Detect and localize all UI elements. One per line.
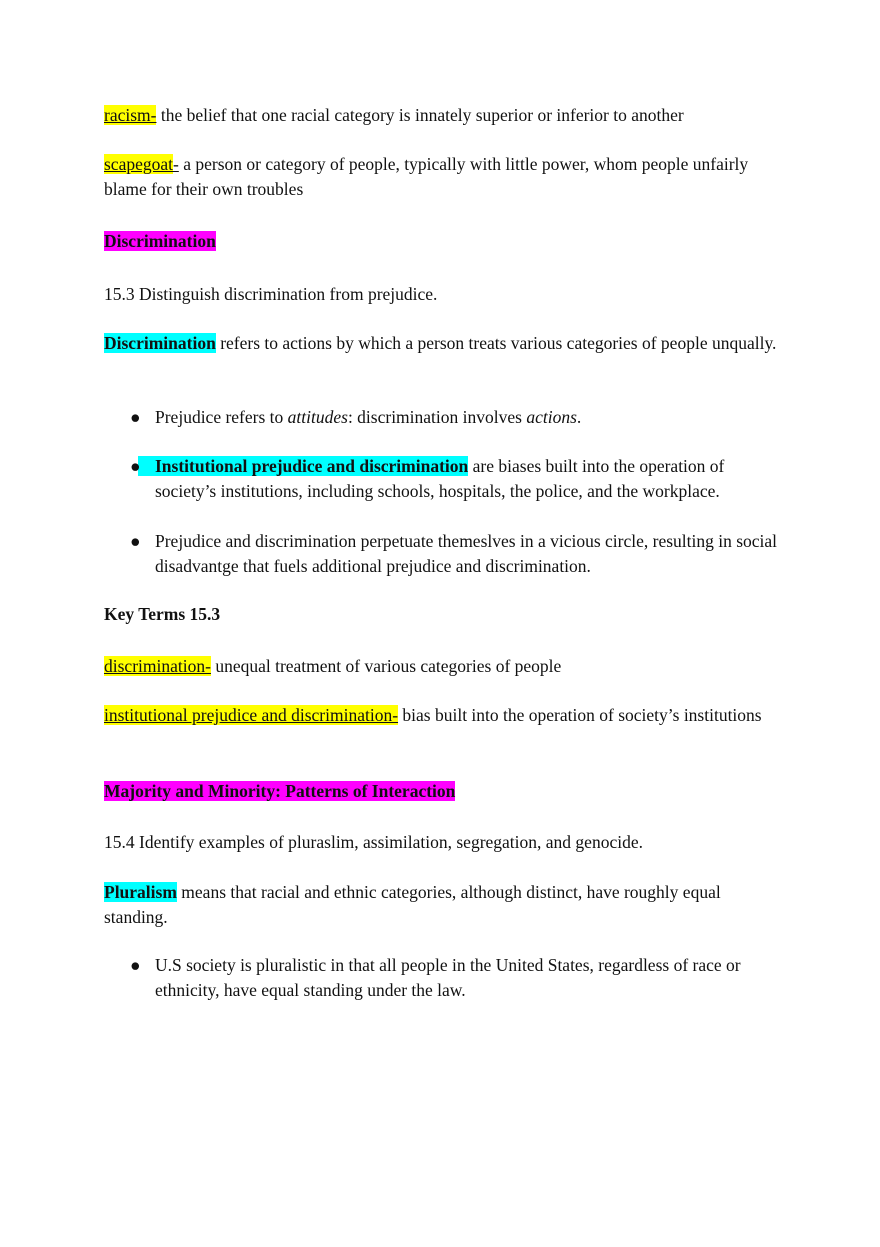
term-highlight: scapegoat xyxy=(104,154,173,174)
term-highlight: Pluralism xyxy=(104,882,177,902)
bullet-text: Prejudice and discrimination perpetuate themeslves in a vicious circle, resulting in social disadvantge that fuels additional prejudice and discrimination. xyxy=(155,531,778,576)
bullet-icon: ● xyxy=(130,955,141,975)
term-racism xyxy=(104,103,784,128)
bullet-emphasis: attitudes xyxy=(287,407,348,427)
bullet-icon: ● xyxy=(130,407,141,427)
heading-text: Key Terms 15.3 xyxy=(104,604,221,624)
term-definition: a person or category of people, typically with little power, whom people unfairly blame for their own troubles xyxy=(104,154,749,199)
bullet-text: . xyxy=(576,407,582,427)
bullet-item xyxy=(130,454,785,503)
heading-text: Majority and Minority: Patterns of Interaction xyxy=(104,781,456,801)
bullet-text: U.S society is pluralistic in that all people in the United States, regardless of race or ethnicity, have equal standing under the law. xyxy=(155,955,741,1000)
term-institutional xyxy=(104,703,784,728)
definition-text: refers to actions by which a person treats various categories of people unqually. xyxy=(215,333,777,353)
heading-text: Discrimination xyxy=(104,231,216,251)
bullet-text: : discrimination involves xyxy=(347,407,527,427)
bullet-icon: ● xyxy=(130,456,141,476)
bullet-item xyxy=(130,405,785,430)
bullet-text: are biases built into the operation of society’s institutions, including schools, hospitals, the police, and the workplace. xyxy=(155,456,725,501)
term-dash: - xyxy=(173,154,179,174)
term-highlight: institutional prejudice and discrimination- xyxy=(104,705,399,725)
bullet-icon: ● xyxy=(130,531,141,551)
term-highlight: Discrimination xyxy=(104,333,216,353)
term-discrimination xyxy=(104,654,784,679)
term-definition: the belief that one racial category is innately superior or inferior to another xyxy=(156,105,684,125)
term-scapegoat xyxy=(104,152,784,201)
term-definition: bias built into the operation of society’s institutions xyxy=(398,705,762,725)
section-heading-discrimination xyxy=(104,229,784,254)
term-highlight: Institutional prejudice and discrimination xyxy=(138,456,468,476)
bullet-emphasis: actions xyxy=(526,407,577,427)
bullet-item xyxy=(130,529,785,578)
term-definition: unequal treatment of various categories of people xyxy=(210,656,562,676)
section-heading-majority-minority xyxy=(104,779,784,804)
key-terms-heading xyxy=(104,602,784,627)
definition-text: means that racial and ethnic categories, although distinct, have roughly equal standing. xyxy=(104,882,721,927)
term-highlight: racism- xyxy=(104,105,157,125)
objective-15-3: 15.3 Distinguish discrimination from prejudice. xyxy=(104,284,438,304)
objective-15-4: 15.4 Identify examples of pluraslim, assimilation, segregation, and genocide. xyxy=(104,832,643,852)
bullet-item xyxy=(130,953,785,1002)
term-highlight: discrimination- xyxy=(104,656,211,676)
bullet-text: Prejudice refers to xyxy=(155,407,288,427)
pluralism-definition xyxy=(104,880,784,929)
discrimination-definition xyxy=(104,330,784,356)
